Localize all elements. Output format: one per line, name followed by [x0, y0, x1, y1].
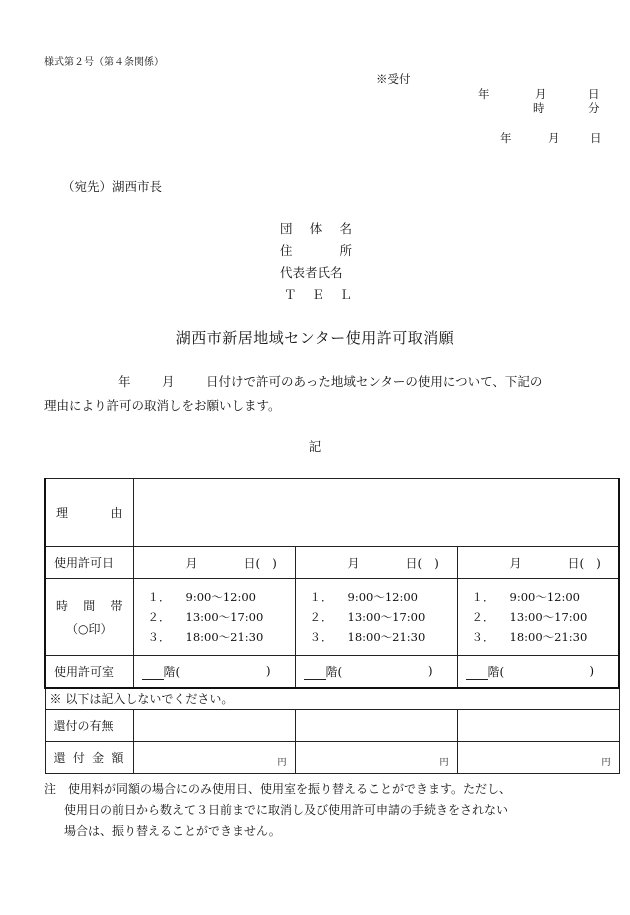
footnote-line-2: 使用日の前日から数えて３日前までに取消し及び使用許可申請の手続きをされない	[64, 803, 509, 817]
application-month: 月	[548, 131, 560, 145]
refund-flag-field-1	[133, 710, 295, 742]
timeslot-option[interactable]: ２． 13:00～17:00	[471, 610, 588, 624]
timeslot-option[interactable]: ２． 13:00～17:00	[309, 610, 426, 624]
receipt-month: 月	[535, 87, 547, 101]
application-day: 日	[590, 131, 602, 145]
footnote	[44, 779, 624, 842]
timeslot-option[interactable]: １． 9:00～12:00	[471, 590, 580, 604]
timeslot-option[interactable]: １． 9:00～12:00	[147, 590, 256, 604]
permit-date-field-2[interactable]: 月 日( )	[295, 547, 457, 579]
refund-amount-label: 還 付 金 額	[45, 742, 133, 774]
room-field-1[interactable]: 階( )	[133, 656, 295, 688]
room-field-3[interactable]: 階( )	[457, 656, 619, 688]
applicant-tel: Ｔ Ｅ Ｌ	[284, 287, 352, 302]
receipt-hour: 時	[533, 101, 545, 115]
timeslot-options-3[interactable]	[457, 579, 619, 656]
refund-flag-label: 還付の有無	[45, 710, 133, 742]
refund-amount-field-1: 円	[133, 742, 295, 774]
body-year: 年	[118, 374, 131, 389]
notice-row	[45, 688, 619, 710]
applicant-address: 住 所	[280, 243, 352, 258]
document-title: 湖西市新居地域センター使用許可取消願	[175, 329, 455, 347]
timeslot-sublabel: （○印）	[66, 622, 113, 636]
timeslot-option[interactable]: ３． 18:00～21:30	[309, 630, 426, 644]
timeslot-options-1[interactable]	[133, 579, 295, 656]
permit-date-label: 使用許可日	[45, 547, 133, 579]
permit-date-row	[45, 547, 619, 579]
body-month: 月	[162, 374, 175, 389]
refund-flag-field-2	[295, 710, 457, 742]
timeslot-options-2[interactable]	[295, 579, 457, 656]
timeslot-option[interactable]: ３． 18:00～21:30	[471, 630, 588, 644]
timeslot-option[interactable]: １． 9:00～12:00	[309, 590, 418, 604]
body-line-1-text: 日付けで許可のあった地域センターの使用について、下記の	[206, 374, 543, 389]
receipt-mark: ※受付	[376, 72, 411, 86]
cancellation-form-table	[44, 478, 620, 774]
refund-amount-field-2: 円	[295, 742, 457, 774]
applicant-group-name: 団 体 名	[280, 221, 352, 236]
reason-label: 理 由	[45, 479, 133, 547]
floor-blank[interactable]	[466, 667, 488, 680]
refund-amount-field-3: 円	[457, 742, 619, 774]
timeslot-label: 時 間 帯 （○印）	[45, 579, 133, 656]
applicant-representative: 代表者氏名	[280, 265, 343, 280]
staff-only-notice: ※ 以下は記入しないでください。	[45, 688, 619, 710]
timeslot-option[interactable]: ３． 18:00～21:30	[147, 630, 264, 644]
timeslot-row	[45, 579, 619, 656]
application-year: 年	[500, 131, 512, 145]
addressee: （宛先）湖西市長	[62, 179, 163, 194]
floor-blank[interactable]	[304, 667, 326, 680]
ki-heading: 記	[308, 439, 322, 454]
receipt-year: 年	[478, 87, 490, 101]
permit-date-field-1[interactable]: 月 日( )	[133, 547, 295, 579]
footnote-line-1: 注 使用料が同額の場合にのみ使用日、使用室を振り替えることができます。ただし、	[44, 782, 512, 796]
receipt-minute: 分	[588, 101, 600, 115]
refund-flag-field-3	[457, 710, 619, 742]
floor-blank[interactable]	[142, 667, 164, 680]
timeslot-option[interactable]: ２． 13:00～17:00	[147, 610, 264, 624]
reason-field[interactable]	[133, 479, 619, 547]
reason-row	[45, 479, 619, 547]
form-number: 様式第２号（第４条関係）	[44, 57, 164, 68]
refund-flag-row	[45, 710, 619, 742]
refund-amount-row	[45, 742, 619, 774]
room-field-2[interactable]: 階( )	[295, 656, 457, 688]
permit-date-field-3[interactable]: 月 日( )	[457, 547, 619, 579]
body-line-2: 理由により許可の取消しをお願いします。	[44, 398, 281, 413]
receipt-day: 日	[588, 87, 600, 101]
footnote-line-3: 場合は、振り替えることができません。	[64, 824, 281, 838]
room-label: 使用許可室	[45, 656, 133, 688]
room-row	[45, 656, 619, 688]
